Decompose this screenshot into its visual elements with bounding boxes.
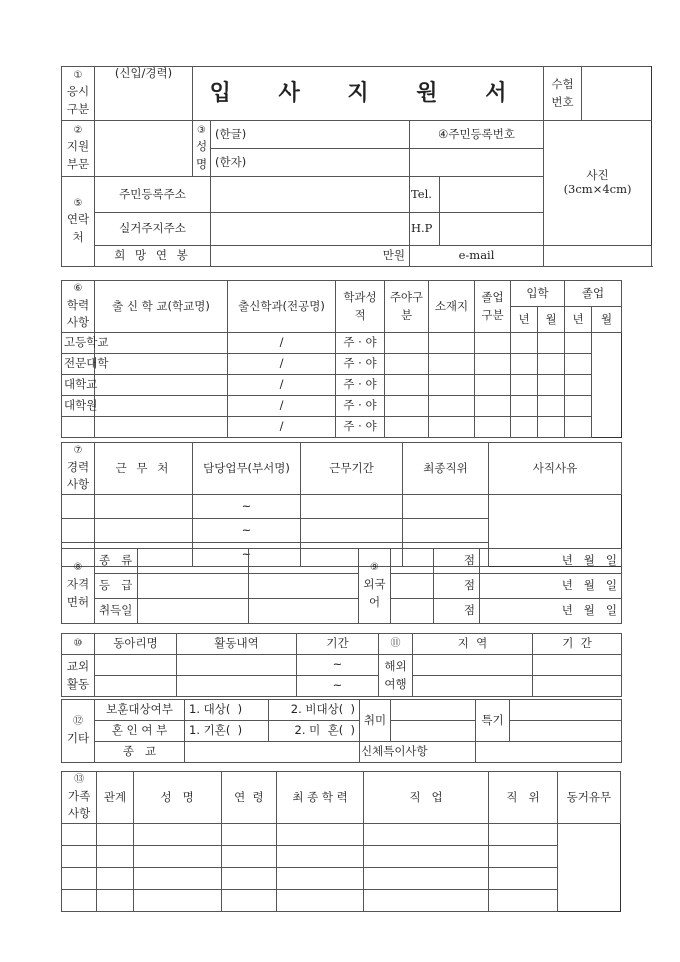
activities-num: ⑩: [62, 634, 95, 655]
grade-field[interactable]: /: [228, 354, 336, 375]
admission-year-field[interactable]: [475, 354, 511, 375]
family-header-position: 직 위: [489, 772, 558, 824]
position-field[interactable]: [363, 824, 488, 846]
grad-type-field[interactable]: [429, 417, 475, 438]
major-field[interactable]: [95, 375, 228, 396]
veteran-option-yes[interactable]: 1. 대상( ): [185, 700, 269, 721]
email-label: e-mail: [410, 246, 544, 267]
name-field[interactable]: [97, 890, 133, 912]
name-field[interactable]: [97, 824, 133, 846]
activity-detail-field-2[interactable]: [177, 676, 297, 697]
graduation-month-field[interactable]: [565, 333, 592, 354]
major-field[interactable]: [95, 333, 228, 354]
school-field[interactable]: 대학원: [62, 396, 95, 417]
name-field[interactable]: [97, 868, 133, 890]
language-name-2[interactable]: [391, 574, 434, 599]
religion-label: 종 교: [95, 742, 185, 763]
admission-month-field[interactable]: [511, 333, 538, 354]
graduation-year-field[interactable]: [538, 333, 565, 354]
career-header-reason: 사직사유: [489, 443, 622, 495]
period-field[interactable]: ~: [193, 495, 301, 519]
position-field[interactable]: [363, 846, 488, 868]
license-language-table: [61, 548, 622, 624]
apply-dept-label: ② 지원부문: [62, 121, 95, 177]
education-label: ⑥ 학력사항: [62, 281, 95, 333]
reason-field[interactable]: [403, 495, 489, 519]
family-label: ⑬ 가족사항: [62, 772, 97, 824]
salary-label: 희 망 연 봉: [95, 246, 211, 267]
location-field[interactable]: [385, 333, 429, 354]
activities-header-club: 동아리명: [95, 634, 177, 655]
family-header-relation: 관계: [97, 772, 133, 824]
language-label: ⑨ 외국어: [359, 549, 391, 624]
license-type-field-1[interactable]: [138, 549, 249, 574]
education-field[interactable]: [221, 824, 277, 846]
relation-field[interactable]: [62, 890, 97, 912]
location-field[interactable]: [385, 417, 429, 438]
admission-month-field[interactable]: [511, 417, 538, 438]
family-table: [61, 771, 621, 912]
admission-year-field[interactable]: [475, 396, 511, 417]
real-address-field[interactable]: [211, 213, 410, 246]
location-field[interactable]: [385, 354, 429, 375]
other-label: ⑫ 기타: [62, 700, 95, 763]
special-skill-field-1[interactable]: [510, 700, 622, 721]
veteran-option-no[interactable]: 2. 비대상( ): [269, 700, 360, 721]
physical-notes-field[interactable]: [476, 742, 622, 763]
education-field[interactable]: [221, 868, 277, 890]
activity-detail-field-1[interactable]: [177, 655, 297, 676]
language-date-1[interactable]: 년 월 일: [480, 549, 622, 574]
license-date-field-1[interactable]: [138, 599, 249, 624]
special-skill-field-2[interactable]: [510, 721, 622, 742]
name-label: ③ 성명: [193, 121, 211, 177]
career-header-duty: 담당업무(부서명): [193, 443, 301, 495]
other-info-table: [61, 699, 622, 763]
hp-label: H.P: [410, 213, 440, 246]
graduation-year-field[interactable]: [538, 396, 565, 417]
hobby-label: 취미: [360, 700, 391, 742]
daynight-field[interactable]: 주 · 야: [336, 396, 385, 417]
age-field[interactable]: [133, 890, 221, 912]
daynight-field[interactable]: 주 · 야: [336, 417, 385, 438]
photo-label: 사진: [586, 168, 609, 183]
position-field[interactable]: [301, 495, 403, 519]
family-header-occupation: 직 업: [363, 772, 488, 824]
position-field[interactable]: [363, 868, 488, 890]
location-header: 소재지: [429, 281, 475, 333]
apply-type-label: ① 응시구분: [62, 67, 95, 121]
hobby-field-1[interactable]: [391, 700, 476, 721]
admission-month-header: 월: [538, 307, 565, 333]
cohabit-field[interactable]: [489, 846, 558, 868]
family-row: [62, 846, 621, 868]
cohabit-field[interactable]: [489, 824, 558, 846]
admission-month-field[interactable]: [511, 354, 538, 375]
real-address-label: 실거주지주소: [95, 213, 211, 246]
veteran-label: 보훈대상여부: [95, 700, 185, 721]
personal-info-table: [61, 66, 652, 267]
education-row: [62, 375, 622, 396]
license-grade-field-1[interactable]: [138, 574, 249, 599]
graduation-year-field[interactable]: [538, 417, 565, 438]
overseas-period-field-2[interactable]: [533, 676, 622, 697]
family-header-name: 성 명: [133, 772, 221, 824]
language-name-3[interactable]: [391, 599, 434, 624]
family-row: [62, 868, 621, 890]
special-skill-label: 특기: [476, 700, 510, 742]
education-table: [61, 280, 622, 438]
graduation-header: 졸업: [565, 281, 622, 307]
resident-number-label: ④주민등록번호: [410, 121, 544, 149]
license-grade-field-2[interactable]: [249, 574, 359, 599]
duty-field[interactable]: [95, 519, 193, 543]
reason-field[interactable]: [403, 519, 489, 543]
grade-field[interactable]: /: [228, 417, 336, 438]
overseas-num: ⑪: [379, 634, 413, 655]
daynight-field[interactable]: 주 · 야: [336, 333, 385, 354]
photo-size: (3cm×4cm): [563, 182, 632, 196]
activities-header-period: 기간: [297, 634, 379, 655]
career-header-company: 근 무 처: [95, 443, 193, 495]
name-field[interactable]: [97, 846, 133, 868]
tel-field[interactable]: [440, 177, 544, 213]
grade-field[interactable]: /: [228, 396, 336, 417]
language-score-1[interactable]: 점: [434, 549, 480, 574]
admission-year-field[interactable]: [475, 417, 511, 438]
overseas-period-field-1[interactable]: [533, 655, 622, 676]
license-type-label: 종 류: [95, 549, 138, 574]
tel-label: Tel.: [410, 177, 440, 213]
language-score-2[interactable]: 점: [434, 574, 480, 599]
admission-year-field[interactable]: [475, 375, 511, 396]
hobby-field-2[interactable]: [391, 721, 476, 742]
exam-number-field[interactable]: [582, 67, 652, 121]
language-date-2[interactable]: 년 월 일: [480, 574, 622, 599]
overseas-header-region: 지 역: [413, 634, 533, 655]
grade-header: 학과성적: [336, 281, 385, 333]
admission-header: 입학: [511, 281, 565, 307]
admission-month-field[interactable]: [511, 375, 538, 396]
school-field[interactable]: 전문대학: [62, 354, 95, 375]
occupation-field[interactable]: [277, 824, 364, 846]
relation-field[interactable]: [62, 824, 97, 846]
activity-period-field-2[interactable]: ~: [297, 676, 379, 697]
physical-notes-label: 신체특이사항: [360, 742, 476, 763]
relation-field[interactable]: [62, 846, 97, 868]
career-row: [62, 495, 622, 519]
name-hanja-field[interactable]: (한자): [211, 149, 410, 177]
age-field[interactable]: [133, 868, 221, 890]
career-label: ⑦ 경력사항: [62, 443, 95, 495]
cohabit-field[interactable]: [489, 890, 558, 912]
school-header: 출 신 학 교(학교명): [95, 281, 228, 333]
family-row: [62, 824, 621, 846]
graduation-month-header: 월: [592, 307, 622, 333]
activities-table: [61, 633, 622, 697]
activity-period-field-1[interactable]: ~: [297, 655, 379, 676]
license-type-field-2[interactable]: [249, 549, 359, 574]
education-row: [62, 333, 622, 354]
education-row: [62, 396, 622, 417]
relation-field[interactable]: [62, 868, 97, 890]
school-field[interactable]: [62, 417, 95, 438]
language-score-3[interactable]: 점: [434, 599, 480, 624]
salary-field[interactable]: 만원: [211, 246, 410, 267]
major-header: 출신학과(전공명): [228, 281, 336, 333]
graduation-month-field[interactable]: [565, 354, 592, 375]
license-date-label: 취득일: [95, 599, 138, 624]
marriage-label: 혼 인 여 부: [95, 721, 185, 742]
period-field[interactable]: ~: [193, 519, 301, 543]
daynight-field[interactable]: 주 · 야: [336, 375, 385, 396]
grad-type-header: 졸업구분: [475, 281, 511, 333]
overseas-header-period: 기 간: [533, 634, 622, 655]
occupation-field[interactable]: [277, 868, 364, 890]
admission-year-field[interactable]: [475, 333, 511, 354]
family-header-age: 연 령: [221, 772, 277, 824]
duty-field[interactable]: [95, 495, 193, 519]
reg-address-field[interactable]: [211, 177, 410, 213]
photo-box: [544, 121, 652, 246]
grade-field[interactable]: /: [228, 333, 336, 354]
marriage-option-married[interactable]: 1. 기혼( ): [185, 721, 269, 742]
apply-dept-field[interactable]: [95, 121, 193, 177]
graduation-year-field[interactable]: [538, 375, 565, 396]
family-row: [62, 890, 621, 912]
grad-type-field[interactable]: [429, 375, 475, 396]
club-field-2[interactable]: [95, 676, 177, 697]
admission-month-field[interactable]: [511, 396, 538, 417]
graduation-month-field[interactable]: [565, 417, 592, 438]
name-korean-field[interactable]: (한글): [211, 121, 410, 149]
graduation-year-header: 년: [565, 307, 592, 333]
education-row: [62, 354, 622, 375]
marriage-option-single[interactable]: 2. 미 혼( ): [269, 721, 360, 742]
location-field[interactable]: [385, 396, 429, 417]
activities-label: 교외활동: [62, 655, 95, 697]
grad-type-field[interactable]: [429, 333, 475, 354]
position-field[interactable]: [301, 519, 403, 543]
age-field[interactable]: [133, 824, 221, 846]
career-row: [62, 519, 622, 543]
admission-year-header: 년: [511, 307, 538, 333]
activities-header-detail: 활동내역: [177, 634, 297, 655]
career-header-period: 근무기간: [301, 443, 403, 495]
occupation-field[interactable]: [277, 846, 364, 868]
resident-number-field[interactable]: [410, 149, 544, 177]
grad-type-field[interactable]: [429, 354, 475, 375]
major-field[interactable]: [95, 354, 228, 375]
exam-number-label: 수험번호: [544, 67, 582, 121]
license-grade-label: 등 급: [95, 574, 138, 599]
family-header-cohabit: 동거유무: [557, 772, 620, 824]
daynight-field[interactable]: 주 · 야: [336, 354, 385, 375]
license-label: ⑧ 자격면허: [62, 549, 95, 624]
location-field[interactable]: [385, 375, 429, 396]
school-field[interactable]: 고등학교: [62, 333, 95, 354]
reg-address-label: 주민등록주소: [95, 177, 211, 213]
form-title: 입 사 지 원 서: [193, 67, 544, 121]
education-field[interactable]: [221, 890, 277, 912]
club-field-1[interactable]: [95, 655, 177, 676]
language-name-1[interactable]: [391, 549, 434, 574]
school-field[interactable]: 대학교: [62, 375, 95, 396]
overseas-region-field-2[interactable]: [413, 676, 533, 697]
daynight-header: 주야구분: [385, 281, 429, 333]
major-field[interactable]: [95, 396, 228, 417]
language-date-3[interactable]: 년 월 일: [480, 599, 622, 624]
religion-field[interactable]: [185, 742, 360, 763]
graduation-year-field[interactable]: [538, 354, 565, 375]
contact-label: ⑤ 연락처: [62, 177, 95, 267]
graduation-month-field[interactable]: [565, 375, 592, 396]
email-field[interactable]: [544, 246, 652, 267]
license-date-field-2[interactable]: [249, 599, 359, 624]
period-field[interactable]: ~: [193, 543, 301, 567]
apply-type-value[interactable]: (신입/경력): [95, 67, 193, 121]
career-header-position: 최종직위: [403, 443, 489, 495]
overseas-label: 해외여행: [379, 655, 413, 697]
education-field[interactable]: [221, 846, 277, 868]
education-row: [62, 417, 622, 438]
major-field[interactable]: [95, 417, 228, 438]
family-header-education: 최 종 학 력: [277, 772, 364, 824]
overseas-region-field-1[interactable]: [413, 655, 533, 676]
position-field[interactable]: [363, 890, 488, 912]
cohabit-field[interactable]: [489, 868, 558, 890]
graduation-month-field[interactable]: [565, 396, 592, 417]
grade-field[interactable]: /: [228, 375, 336, 396]
grad-type-field[interactable]: [429, 396, 475, 417]
occupation-field[interactable]: [277, 890, 364, 912]
company-field[interactable]: [62, 495, 95, 519]
age-field[interactable]: [133, 846, 221, 868]
company-field[interactable]: [62, 519, 95, 543]
hp-field[interactable]: [440, 213, 544, 246]
